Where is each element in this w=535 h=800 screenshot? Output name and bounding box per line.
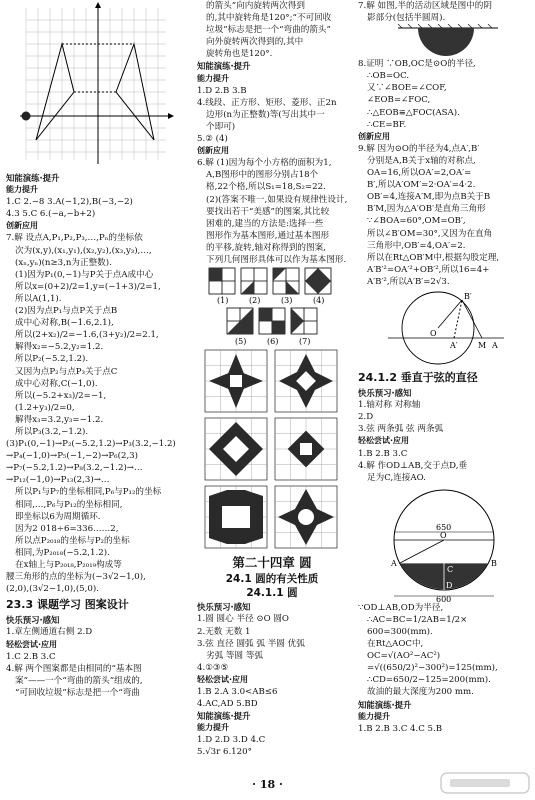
solution-line: OC=√(AO²−AC²) — [367, 651, 441, 662]
heading-nengli: 能力提升 — [358, 711, 390, 721]
solution-line: 解得x₃=3.2,y₃=−1.2. — [15, 414, 104, 425]
solution-line: 下列几何图形具体可以作为基本图形. — [206, 254, 347, 265]
heading-nengli: 能力提升 — [197, 73, 229, 83]
solution-line: 三角形中,OB′=4,OA′=2. — [367, 240, 466, 251]
chapter-title: 第二十四章 圆 — [232, 555, 312, 571]
answer-line: 5.② (4) — [197, 134, 228, 145]
solution-line: 所以x=(0+2)/2=1,y=(−1+3)/2=1, — [15, 281, 161, 292]
solution-line: 格,22个格,所以S₁=18,S₂=22. — [206, 182, 326, 193]
solution-line: A′B′²=OA′²+OB′²,所以16=4+ — [367, 264, 490, 275]
solution-line: 足为C,连接AO. — [367, 472, 426, 483]
heading-kuaile: 快乐预习·感知 — [358, 388, 412, 399]
solution-line: (2,0),(3√2−1,0),(5,0). — [6, 584, 99, 595]
label-A1: A′ — [450, 340, 458, 350]
solution-line: ∵OD⊥AB,OD为半径, — [358, 602, 444, 613]
solution-line: 4.解 作OD⊥AB,交于点D,垂 — [358, 460, 468, 471]
watermark-logo — [440, 770, 530, 796]
heading-qingsong: 轻松尝试·应用 — [358, 436, 410, 446]
solution-line: 向外旋转两次得到的,其中 — [206, 37, 304, 48]
answer-line: 个即可) — [206, 121, 236, 132]
answer-line: 4.AC,AD 5.BD — [197, 699, 258, 710]
solution-line: ∴△EOB≌△FOC(ASA). — [367, 107, 460, 118]
answer-line: 1.B 2.B 3.C 4.C 5.B — [358, 723, 443, 734]
heading-zhineng: 知能演练·提升 — [197, 61, 251, 72]
solution-line: A′B′²,所以A′B′=2√3. — [367, 276, 450, 287]
solution-line: 的箭头”向内旋转两次得到 — [206, 1, 305, 11]
solution-line: (2)因为点P₁与点P关于点B — [15, 306, 118, 317]
solution-line: 又∵∠BOE=∠COF, — [367, 83, 447, 94]
answer-line: 2.D — [358, 412, 374, 423]
solution-line: 4.解 两个图案都是由相同的“基本图 — [6, 663, 142, 674]
solution-line: 解得x₂=−5.2,y₂=1.2. — [15, 342, 104, 353]
heading-qingsong: 轻松尝试·应用 — [197, 674, 249, 684]
solution-line: B′M,因为△A′OB′是直角三角形 — [367, 204, 486, 215]
solution-line: 在Rt△AOC中, — [367, 639, 424, 650]
answer-line: 3.弦 两条弧 弦 两条弧 — [358, 424, 444, 435]
solution-line: (1.2+y₃)/2=0, — [15, 402, 75, 413]
solution-line: 的,其中旋转角是120°;“不可回收 — [206, 13, 332, 24]
label-C: C — [447, 564, 454, 574]
solution-line: 所以(2+x₂)/2=−1.6,(3+y₂)/2=2.1, — [15, 330, 159, 341]
pattern-grid-figure — [197, 346, 347, 551]
solution-line: 所以P₁与P₇的坐标相同,P₆与P₁₂的坐标 — [15, 487, 162, 498]
heading-zhineng: 知能演练·提升 — [197, 711, 251, 722]
section-title-23-3: 23.3 课题学习 图案设计 — [6, 598, 129, 612]
solution-line: (2)(答案不唯一,如果设有规律性设计, — [206, 194, 347, 205]
answer-line: 4.线段、正方形、矩形、菱形、正2n — [197, 97, 337, 108]
heading-kuaile: 快乐预习·感知 — [6, 615, 60, 626]
answer-line: 4.3 5.C 6.(−a,−b+2) — [6, 209, 96, 220]
solution-line: “可回收垃圾”标志是把一个“弯曲 — [15, 687, 140, 698]
shape-label-4: (4) — [313, 296, 325, 306]
solution-line: A,B图形中的图形分别占18个 — [206, 170, 319, 181]
label-A: A — [391, 558, 397, 568]
solution-line: 所以点P₂₀₁₈的坐标与P₂的坐标 — [15, 535, 130, 546]
solution-line: 相同,…,P₆与P₁₂的坐标相同, — [15, 499, 123, 510]
solution-line: 所以(−5.2+x₃)/2=−1, — [15, 390, 107, 401]
solution-line: 即坐标以6为周期循环. — [15, 511, 101, 522]
solution-line: (xₙ,yₙ)(n≥3,n为正整数). — [15, 257, 112, 268]
column-middle — [197, 0, 347, 759]
solution-line: 影部分(包括半圆周). — [367, 13, 446, 24]
solution-line: 案”——一个“弯曲的箭头”组成的, — [15, 675, 143, 686]
answer-line: 劣弧 等圆 等弧 — [206, 650, 264, 661]
solution-line: ∴OB=OC. — [367, 71, 410, 82]
solution-line: 图形作为基本图形,通过基本图形 — [206, 230, 330, 241]
answer-line: 2.无数 无数 1 — [197, 626, 251, 637]
solution-line: →P₄(−1,0)→P₅(−1,−2)→P₆(2,3) — [6, 451, 139, 462]
solution-line: ∴CE=BF. — [367, 119, 407, 130]
solution-line: B′,所以A′OM′=2·OA′=4·2. — [367, 180, 476, 191]
heading-qingsong: 轻松尝试·应用 — [6, 639, 58, 649]
answer-line: 1.D 2.D 3.D 4.C — [197, 735, 266, 746]
solution-line: 9.解 因为⊙O的半径为4,点A′,B′ — [358, 143, 480, 154]
solution-line: 成中心对称,B(−1.6,2.1), — [15, 318, 114, 329]
column-right — [358, 0, 530, 735]
shape-label-2: (2) — [249, 296, 261, 306]
solution-line: =√((650/2)²−300²)=125(mm), — [367, 663, 498, 674]
heading-nengli: 能力提升 — [6, 185, 38, 195]
circle-reflection-figure — [358, 288, 530, 368]
solution-line: 又因为点P₂与点P₃关于点C — [15, 366, 118, 377]
label-B1: B′ — [464, 291, 472, 301]
shape-label-5: (5) — [235, 337, 247, 347]
column-left — [6, 0, 176, 699]
shape-label-6: (6) — [267, 337, 279, 347]
label-O: O — [430, 328, 437, 338]
solution-line: 7.解 设点A,P₁,P₂,P₃,…,Pₙ的坐标依 — [6, 233, 143, 244]
solution-line: 在x轴上与P₂₀₁₈,P₂₀₁₉构成等 — [15, 560, 122, 570]
solution-line: →P₁₂(−1,0)→P₁₃(2,3)→… — [6, 475, 110, 486]
solution-line: 所以P₂(−5.2,1.2). — [15, 354, 89, 365]
solution-line: 的平移,旋转,轴对称得到的图案, — [206, 242, 326, 253]
coordinate-figure — [6, 0, 176, 172]
answer-line: 1.D 2.B 3.B — [197, 85, 247, 96]
solution-line: OB′=4,连接A′M,即为点B关于B — [367, 192, 491, 203]
solution-line: ∠EOB=∠FOC, — [367, 95, 431, 106]
dim-label-650: 650 — [436, 522, 452, 532]
solution-line: 7.解 如图,半的活动区域是图中的阴 — [358, 1, 492, 11]
solution-line: 所以P₃(3.2,−1.2). — [15, 426, 89, 437]
solution-line: 因为2 018÷6=336……2, — [15, 523, 119, 534]
heading-chuangxin: 创新应用 — [197, 146, 229, 156]
answer-line: 1.B 2.A 3.0<AB≤6 — [197, 687, 278, 697]
solution-line: 6.解 (1)因为每个小方格的面积为1, — [197, 158, 332, 169]
solution-line: 腰三角形的点的坐标为(−3√2−1,0), — [6, 572, 146, 583]
answer-line: 1.圆 圆心 半径 ⊙O 圆O — [197, 614, 289, 625]
label-O: O — [440, 530, 447, 540]
solution-line: (1)因为P₁(0,−1)与P关于点A成中心 — [15, 269, 154, 280]
answer-line: 4.①③⑤ — [197, 662, 229, 673]
solution-line: 旋转角也是120°. — [206, 49, 273, 60]
label-D: D — [446, 580, 453, 590]
label-M: M — [478, 340, 487, 350]
answer-line: 边形(n为正整数)等(写出其中一 — [206, 109, 325, 120]
shape-label-1: (1) — [217, 296, 229, 306]
solution-line: (3)P₁(0,−1)→P₂(−5.2,1.2)→P₃(3.2,−1.2) — [6, 439, 176, 450]
answer-line: 5.√3r 6.120° — [197, 747, 252, 758]
heading-chuangxin: 创新应用 — [6, 221, 38, 231]
solution-line: 分别是A,B关于x轴的对称点, — [367, 155, 476, 166]
solution-line: 相同,为P₂₀₁₈(−5.2,1.2). — [15, 547, 110, 558]
solution-line: ∵∠BOA=60°,OM=OB′, — [367, 216, 466, 227]
solution-line: 所以在Rt△OB′M中,根据勾股定理, — [367, 252, 500, 263]
base-shapes-figure — [197, 266, 347, 346]
solution-line: ∴AC=BC=1/2AB=1/2× — [367, 614, 468, 625]
label-A: A — [492, 340, 498, 350]
answer-line: 1.C 2.B 3.C — [6, 651, 56, 662]
solution-line: OA=16,所以OA′=2,OA′= — [367, 168, 472, 179]
solution-line: 成中心对称,C(−1,0). — [15, 378, 98, 389]
solution-line: 600=300(mm). — [367, 627, 433, 637]
heading-nengli: 能力提升 — [197, 723, 229, 733]
heading-zhineng: 知能演练·提升 — [358, 699, 412, 710]
section-title-24-1: 24.1 圆的有关性质 — [225, 573, 319, 586]
solution-line: 8.证明 ∵OB,OC是⊙O的半径, — [358, 59, 476, 70]
heading-zhineng: 知能演练·提升 — [6, 173, 60, 183]
solution-line: 垃圾”标志是把一个“弯曲的箭头” — [206, 25, 331, 36]
solution-line: 故油的最大深度为200 mm. — [367, 687, 474, 698]
shape-label-3: (3) — [281, 296, 293, 306]
answer-line: 1.轴对称 对称轴 — [358, 400, 421, 411]
answer-line: 1.B 2.B 3.C — [358, 448, 408, 459]
solution-line: 所以A(1,1). — [15, 293, 62, 304]
semicircle-area-figure — [358, 24, 530, 58]
solution-line: 要找出若干“美感”的图案,其比较 — [206, 206, 330, 217]
solution-line: →P₇(−5.2,1.2)→P₈(3.2,−1.2)→… — [6, 463, 143, 474]
heading-kuaile: 快乐预习·感知 — [197, 602, 251, 613]
answer-line: 1.章左侧通道右侧 2.D — [6, 627, 93, 638]
solution-line: 困难的,建当的方法是:选择一些 — [206, 218, 324, 229]
solution-line: 次为(x,y),(x₁,y₁),(x₂,y₂),(x₃,y₃),…, — [15, 245, 152, 256]
solution-line: ∴CD=650/2−125=200(mm). — [367, 675, 491, 686]
label-B: B — [491, 558, 497, 568]
heading-chuangxin: 创新应用 — [358, 131, 390, 141]
answer-line: 3.弦 直径 圆弧 弧 半圆 优弧 — [197, 638, 305, 649]
section-title-24-1-1: 24.1.1 圆 — [246, 587, 298, 600]
answer-line: 1.C 2.−8 3.A(−1,2),B(−3,−2) — [6, 197, 133, 208]
shape-label-7: (7) — [299, 337, 311, 347]
section-title-24-1-2: 24.1.2 垂直于弦的直径 — [358, 370, 478, 384]
dim-label-600: 600 — [436, 594, 452, 602]
solution-line: 所以∠B′OM=30°,又因为在直角 — [367, 228, 493, 239]
oil-pipe-circle-figure — [358, 484, 530, 602]
page-number: · 18 · — [252, 778, 283, 791]
